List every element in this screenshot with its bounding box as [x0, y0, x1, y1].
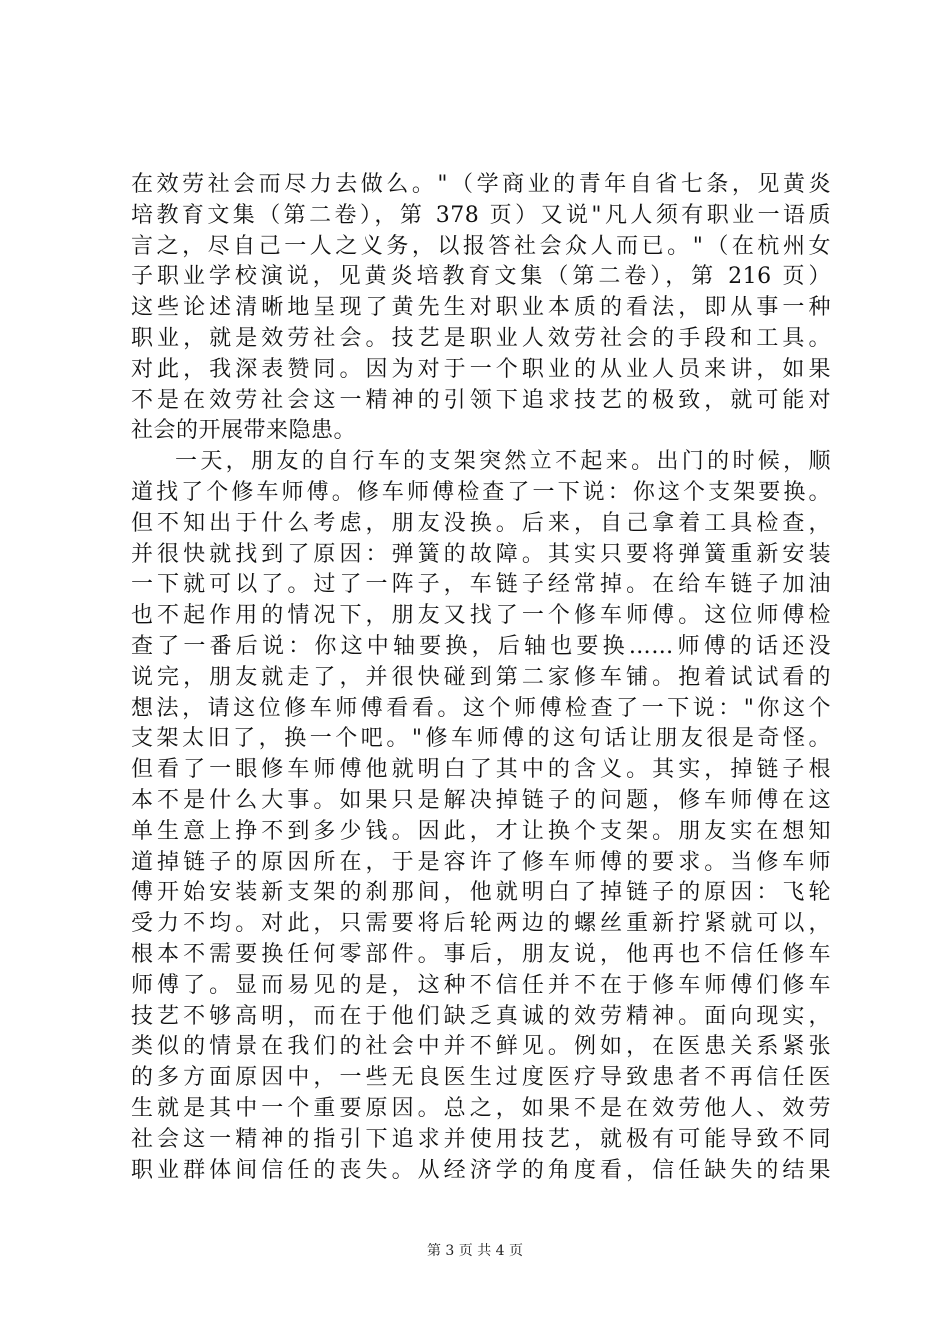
text-line: 想法，请这位修车师傅看看。这个师傅检查了一下说："你这个 [131, 695, 831, 721]
text-line: 单生意上挣不到多少钱。因此，才让换个支架。朋友实在想知 [131, 818, 831, 844]
text-line: 技艺不够高明，而在于他们缺乏真诚的效劳精神。面向现实， [131, 1003, 831, 1029]
text-line: 一下就可以了。过了一阵子，车链子经常掉。在给车链子加油 [131, 572, 831, 598]
text-line: 但不知出于什么考虑，朋友没换。后来，自己拿着工具检查， [131, 510, 831, 536]
text-line: 查了一番后说：你这中轴要换，后轴也要换……师傅的话还没 [131, 633, 831, 659]
text-line: 言之，尽自己一人之义务，以报答社会众人而已。"（在杭州女 [131, 233, 831, 259]
text-line: 但看了一眼修车师傅他就明白了其中的含义。其实，掉链子根 [131, 757, 831, 783]
text-line: 社会这一精神的指引下追求并使用技艺，就极有可能导致不同 [131, 1126, 831, 1152]
body-text [131, 170, 831, 1186]
text-line: 不是在效劳社会这一精神的引领下追求技艺的极致，就可能对 [131, 387, 831, 413]
text-line: 子职业学校演说，见黄炎培教育文集（第二卷），第 216 页） [131, 264, 831, 290]
text-line: 说完，朋友就走了，并很快碰到第二家修车铺。抱着试试看的 [131, 664, 831, 690]
text-line: 也不起作用的情况下，朋友又找了一个修车师傅。这位师傅检 [131, 603, 831, 629]
text-line: 傅开始安装新支架的刹那间，他就明白了掉链子的原因：飞轮 [131, 880, 831, 906]
text-line: 类似的情景在我们的社会中并不鲜见。例如，在医患关系紧张 [131, 1034, 831, 1060]
text-line: 一天，朋友的自行车的支架突然立不起来。出门的时候，顺 [175, 449, 831, 475]
text-line: 在效劳社会而尽力去做么。"（学商业的青年自省七条，见黄炎 [131, 172, 831, 197]
text-line: 这些论述清晰地呈现了黄先生对职业本质的看法，即从事一种 [131, 295, 831, 321]
text-line: 职业，就是效劳社会。技艺是职业人效劳社会的手段和工具。 [131, 325, 831, 351]
text-line: 生就是其中一个重要原因。总之，如果不是在效劳他人、效劳 [131, 1095, 831, 1121]
text-line: 社会的开展带来隐患。 [131, 418, 357, 444]
text-line: 受力不均。对此，只需要将后轮两边的螺丝重新拧紧就可以， [131, 911, 831, 937]
text-line: 培教育文集（第二卷），第 378 页）又说"凡人须有职业一语质 [131, 202, 831, 228]
text-line: 根本不需要换任何零部件。事后，朋友说，他再也不信任修车 [131, 941, 831, 967]
text-line: 并很快就找到了原因：弹簧的故障。其实只要将弹簧重新安装 [131, 541, 831, 567]
text-line: 道掉链子的原因所在，于是容许了修车师傅的要求。当修车师 [131, 849, 831, 875]
text-line: 对此，我深表赞同。因为对于一个职业的从业人员来讲，如果 [131, 356, 831, 382]
text-line: 支架太旧了，换一个吧。"修车师傅的这句话让朋友很是奇怪。 [131, 726, 831, 752]
text-line: 本不是什么大事。如果只是解决掉链子的问题，修车师傅在这 [131, 787, 831, 813]
text-line: 师傅了。显而易见的是，这种不信任并不在于修车师傅们修车 [131, 972, 831, 998]
text-line: 道找了个修车师傅。修车师傅检查了一下说：你这个支架要换。 [131, 479, 831, 505]
text-line: 职业群体间信任的丧失。从经济学的角度看，信任缺失的结果 [131, 1157, 831, 1183]
text-line: 的多方面原因中，一些无良医生过度医疗导致患者不再信任医 [131, 1065, 831, 1091]
page-footer: 第 3 页 共 4 页 [426, 1243, 524, 1259]
